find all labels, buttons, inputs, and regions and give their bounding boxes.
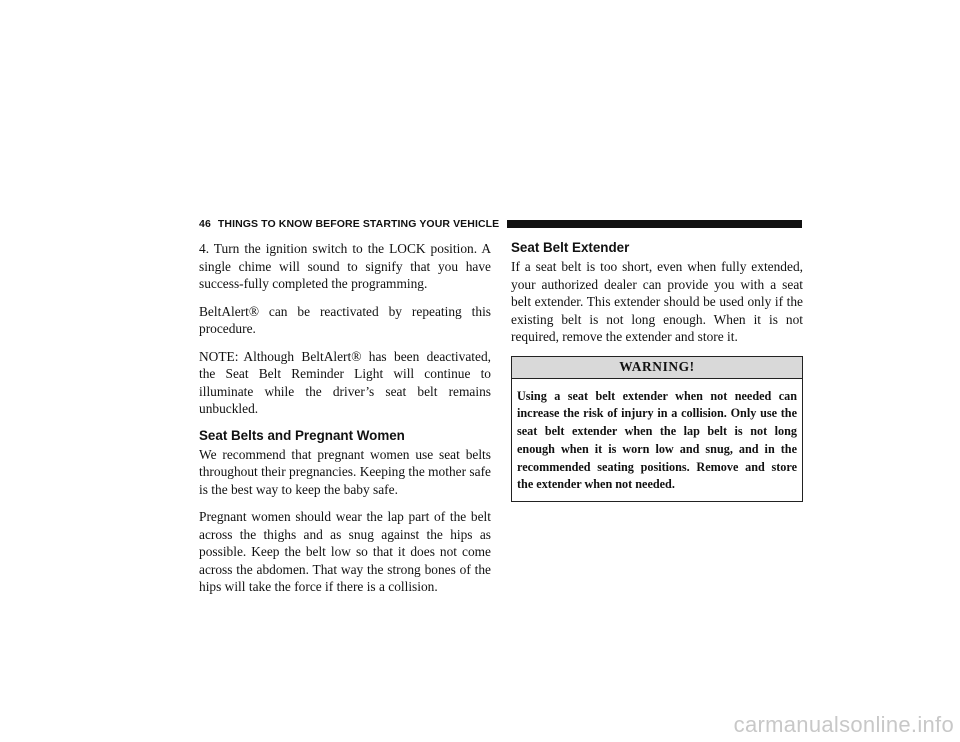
- page-header: [199, 217, 802, 231]
- right-column: [511, 240, 803, 502]
- pregnancy-paragraph-1: We recommend that pregnant women use seat belts throughout their pregnancies. Keeping the mother safe is the best way to keep the baby safe.: [199, 446, 491, 497]
- watermark: carmanualsonline.info: [733, 712, 954, 737]
- programming-step-paragraph: 4. Turn the ignition switch to the LOCK position. A single chime will sound to signify that you have success-fully completed the programming.: [199, 241, 491, 291]
- warning-title: WARNING!: [512, 357, 802, 379]
- extender-heading: Seat Belt Extender: [511, 240, 630, 255]
- note-text: Although BeltAlert® has been deactivated, the Seat Belt Reminder Light will continue to illuminate while the driver’s seat belt remains unbuckled.: [199, 348, 491, 416]
- pregnancy-paragraph-2: Pregnant women should wear the lap part of the belt across the thighs and as snug against the hips as possible. Keep the belt low so that it does not come across the abdomen. That way the strong bones of the hips will take the force if there is a collision.: [199, 509, 491, 594]
- pregnant-women-heading: Seat Belts and Pregnant Women: [199, 427, 405, 443]
- extender-paragraph: If a seat belt is too short, even when fully extended, your authorized dealer can provide you with a seat belt extender. This extender should be used only if the existing belt is not long enough. When it is not required, remove the extender and store it.: [511, 259, 803, 344]
- note-label: NOTE:: [199, 348, 239, 364]
- header-rule: [507, 220, 802, 228]
- chapter-title: THINGS TO KNOW BEFORE STARTING YOUR VEHICLE: [217, 218, 500, 230]
- left-column: [199, 240, 491, 606]
- warning-box: [511, 356, 803, 503]
- warning-text: Using a seat belt extender when not needed can increase the risk of injury in a collision. Only use the seat belt extender when the lap belt is not long enough when it is worn low and snug, and in the recommended seating positions. Remove and store the extender when not needed.: [517, 388, 797, 492]
- note-paragraph: [199, 348, 491, 418]
- page-number: 46: [199, 218, 211, 230]
- reactivation-paragraph: BeltAlert® can be reactivated by repeating this procedure.: [199, 303, 491, 336]
